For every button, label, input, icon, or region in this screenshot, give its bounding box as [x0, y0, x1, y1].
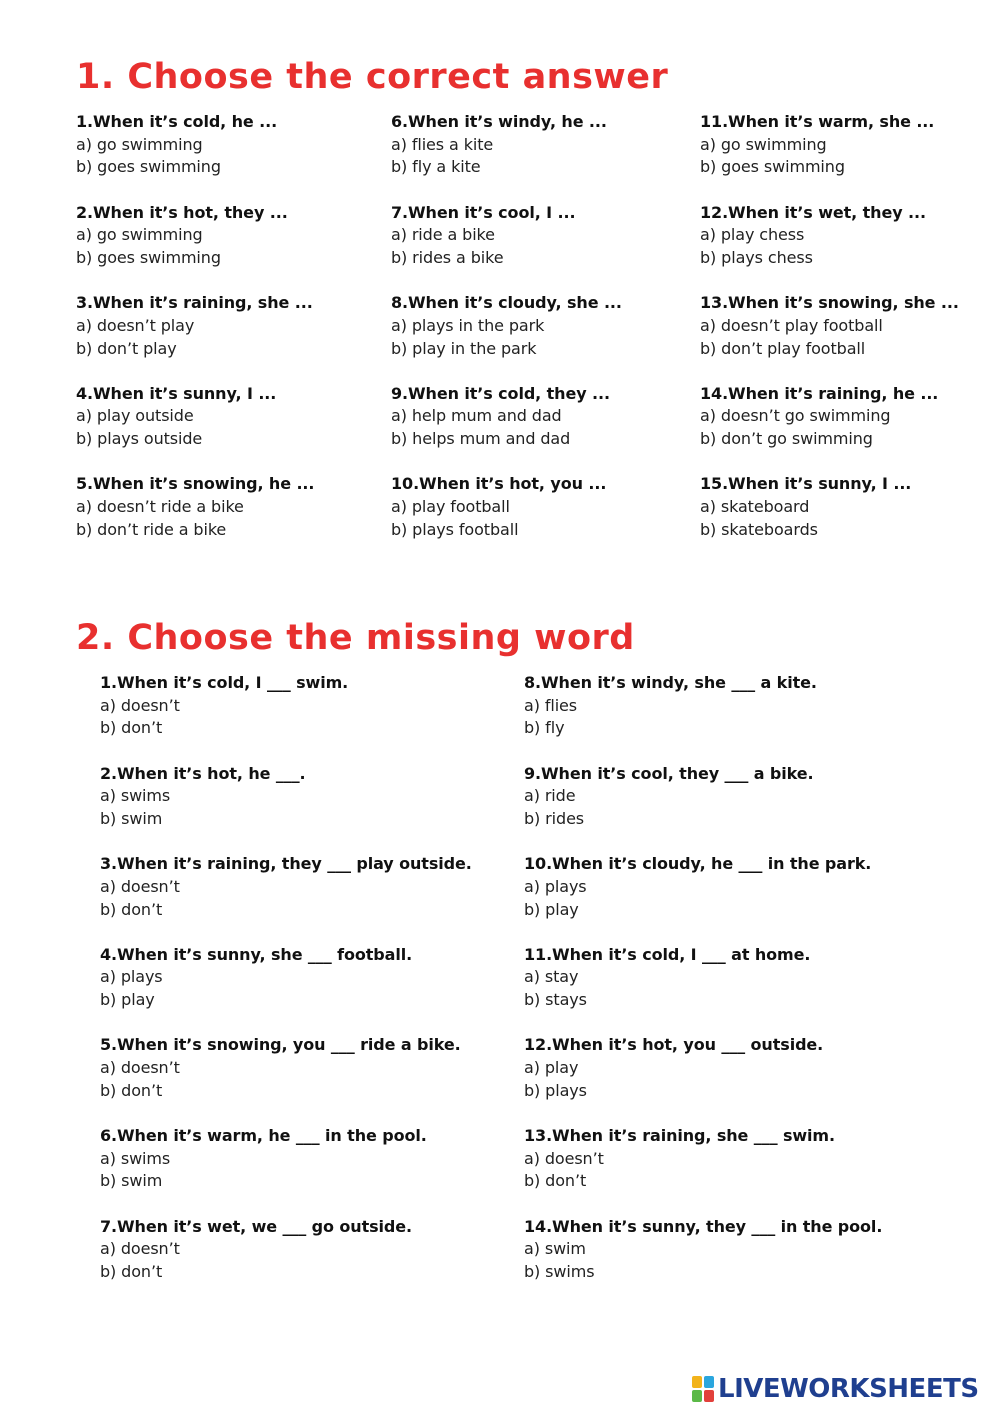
answer-option-b[interactable]: b) plays outside [76, 429, 203, 449]
question-item [391, 383, 622, 474]
brand-name: LIVEWORKSHEETS [718, 1374, 979, 1404]
question-stem: 11.When it’s warm, she ... [700, 112, 935, 131]
answer-option-b[interactable]: b) fly [524, 718, 565, 738]
question-stem: 3.When it’s raining, they ___ play outside. [100, 854, 472, 874]
question-stem: 14.When it’s sunny, they ___ in the pool. [524, 1216, 883, 1236]
question-stem: 2.When it’s hot, they ... [76, 202, 288, 222]
answer-option-b[interactable]: b) don’t play [76, 338, 177, 358]
section-1-column-1 [76, 111, 314, 564]
question-item [524, 672, 882, 763]
question-item [100, 763, 472, 854]
answer-option-a[interactable]: a) doesn’t ride a bike [76, 497, 244, 517]
answer-option-b[interactable]: b) don’t play football [700, 338, 866, 358]
answer-option-a[interactable]: a) go swimming [76, 134, 203, 154]
question-item [100, 853, 472, 944]
answer-option-a[interactable]: a) ride [524, 786, 576, 806]
answer-option-a[interactable]: a) plays in the park [391, 315, 545, 335]
answer-option-a[interactable]: a) ride a bike [391, 225, 495, 245]
answer-option-b[interactable]: b) don’t [100, 1080, 163, 1100]
question-stem: 15.When it’s sunny, I ... [700, 474, 912, 494]
answer-option-b[interactable]: b) swims [524, 1261, 595, 1281]
answer-option-b[interactable]: b) rides [524, 809, 585, 828]
answer-option-a[interactable]: a) swims [100, 786, 171, 806]
question-stem: 4.When it’s sunny, she ___ football. [100, 944, 413, 964]
liveworksheets-logo-icon [692, 1376, 714, 1402]
question-item [76, 202, 314, 293]
question-item [100, 1125, 472, 1216]
answer-option-a[interactable]: a) help mum and dad [391, 406, 562, 426]
question-stem: 5.When it’s snowing, you ___ ride a bike. [100, 1035, 461, 1055]
answer-option-a[interactable]: a) doesn’t go swimming [700, 406, 891, 426]
question-item [100, 672, 472, 763]
question-item [700, 202, 959, 293]
question-stem: 9.When it’s cold, they ... [391, 383, 610, 403]
answer-option-a[interactable]: a) play outside [76, 406, 194, 426]
answer-option-a[interactable]: a) go swimming [76, 225, 203, 245]
question-stem: 13.When it’s snowing, she ... [700, 293, 959, 313]
question-stem: 11.When it’s cold, I ___ at home. [524, 944, 811, 964]
answer-option-b[interactable]: b) don’t go swimming [700, 429, 873, 449]
answer-option-a[interactable]: a) play chess [700, 225, 805, 245]
question-item [100, 1034, 472, 1125]
question-item [524, 1034, 882, 1125]
answer-option-a[interactable]: a) plays [524, 876, 587, 896]
answer-option-a[interactable]: a) doesn’t play football [700, 315, 883, 335]
question-item [76, 383, 314, 474]
question-stem: 5.When it’s snowing, he ... [76, 474, 315, 494]
answer-option-a[interactable]: a) doesn’t [100, 876, 180, 896]
answer-option-b[interactable]: b) don’t [100, 899, 163, 919]
liveworksheets-brand[interactable] [692, 1373, 979, 1405]
answer-option-b[interactable]: b) stays [524, 990, 587, 1010]
logo-tile-3 [692, 1390, 702, 1402]
answer-option-a[interactable]: a) doesn’t [100, 1239, 180, 1259]
section-1-title: 1. Choose the correct answer [76, 57, 669, 97]
question-item [76, 292, 314, 383]
answer-option-b[interactable]: b) skateboards [700, 519, 818, 539]
question-item [524, 944, 882, 1035]
question-stem: 10.When it’s cloudy, he ___ in the park. [524, 854, 872, 874]
answer-option-a[interactable]: a) swim [524, 1239, 586, 1259]
answer-option-b[interactable]: b) play [100, 990, 155, 1010]
question-item [524, 763, 882, 854]
question-stem: 1.When it’s cold, I ___ swim. [100, 673, 349, 692]
question-stem: 8.When it’s windy, she ___ a kite. [524, 673, 817, 692]
question-stem: 4.When it’s sunny, I ... [76, 383, 277, 403]
answer-option-b[interactable]: b) don’t [524, 1171, 587, 1191]
answer-option-a[interactable]: a) doesn’t [100, 1058, 180, 1078]
question-item [76, 473, 314, 564]
answer-option-b[interactable]: b) don’t [100, 718, 163, 738]
answer-option-a[interactable]: a) play [524, 1058, 579, 1078]
answer-option-a[interactable]: a) flies [524, 695, 578, 715]
question-stem: 1.When it’s cold, he ... [76, 112, 278, 131]
question-stem: 12.When it’s hot, you ___ outside. [524, 1035, 824, 1055]
question-item [700, 473, 959, 564]
question-item [700, 292, 959, 383]
question-stem: 9.When it’s cool, they ___ a bike. [524, 763, 814, 783]
answer-option-a[interactable]: a) go swimming [700, 134, 827, 154]
answer-option-a[interactable]: a) skateboard [700, 497, 810, 517]
question-stem: 10.When it’s hot, you ... [391, 474, 607, 494]
question-item [524, 1125, 882, 1216]
answer-option-b[interactable]: b) goes swimming [76, 157, 221, 177]
question-stem: 7.When it’s wet, we ___ go outside. [100, 1216, 413, 1236]
answer-option-a[interactable]: a) flies a kite [391, 134, 494, 154]
question-item [76, 111, 314, 202]
section-1-column-2 [391, 111, 622, 564]
answer-option-a[interactable]: a) doesn’t play [76, 315, 195, 335]
answer-option-a[interactable]: a) doesn’t [100, 695, 180, 715]
section-2-column-2 [524, 672, 882, 1306]
question-stem: 6.When it’s warm, he ___ in the pool. [100, 1125, 427, 1145]
answer-option-b[interactable]: b) plays football [391, 519, 519, 539]
question-item [391, 111, 622, 202]
answer-option-a[interactable]: a) stay [524, 967, 579, 987]
question-stem: 2.When it’s hot, he ___. [100, 763, 306, 783]
answer-option-a[interactable]: a) plays [100, 967, 163, 987]
answer-option-b[interactable]: b) goes swimming [76, 248, 221, 267]
logo-tile-1 [692, 1376, 702, 1388]
answer-option-b[interactable]: b) swim [100, 1171, 163, 1191]
answer-option-b[interactable]: b) swim [100, 809, 163, 828]
section-1-column-3 [700, 111, 959, 564]
answer-option-b[interactable]: b) plays chess [700, 248, 813, 267]
question-item [700, 383, 959, 474]
answer-option-b[interactable]: b) play [524, 899, 579, 919]
answer-option-b[interactable]: b) play in the park [391, 338, 537, 358]
question-item [524, 853, 882, 944]
answer-option-a[interactable]: a) play football [391, 497, 510, 517]
question-item [100, 1216, 472, 1307]
question-stem: 6.When it’s windy, he ... [391, 112, 607, 131]
question-stem: 3.When it’s raining, she ... [76, 293, 313, 313]
logo-tile-4 [704, 1390, 714, 1402]
answer-option-b[interactable]: b) don’t [100, 1261, 163, 1281]
question-stem: 12.When it’s wet, they ... [700, 202, 926, 222]
answer-option-b[interactable]: b) goes swimming [700, 157, 845, 177]
section-2-column-1 [100, 672, 472, 1306]
section-2-title: 2. Choose the missing word [76, 618, 635, 658]
question-stem: 8.When it’s cloudy, she ... [391, 293, 622, 313]
answer-option-a[interactable]: a) doesn’t [524, 1148, 604, 1168]
question-stem: 7.When it’s cool, I ... [391, 202, 576, 222]
question-item [391, 473, 622, 564]
answer-option-a[interactable]: a) swims [100, 1148, 171, 1168]
answer-option-b[interactable]: b) helps mum and dad [391, 429, 571, 449]
answer-option-b[interactable]: b) plays [524, 1080, 587, 1100]
question-stem: 13.When it’s raining, she ___ swim. [524, 1125, 835, 1145]
question-item [100, 944, 472, 1035]
answer-option-b[interactable]: b) don’t ride a bike [76, 519, 227, 539]
question-item [700, 111, 959, 202]
logo-tile-2 [704, 1376, 714, 1388]
question-item [391, 292, 622, 383]
question-item [524, 1216, 882, 1307]
question-item [391, 202, 622, 293]
answer-option-b[interactable]: b) rides a bike [391, 248, 504, 267]
question-stem: 14.When it’s raining, he ... [700, 383, 939, 403]
answer-option-b[interactable]: b) fly a kite [391, 157, 481, 177]
